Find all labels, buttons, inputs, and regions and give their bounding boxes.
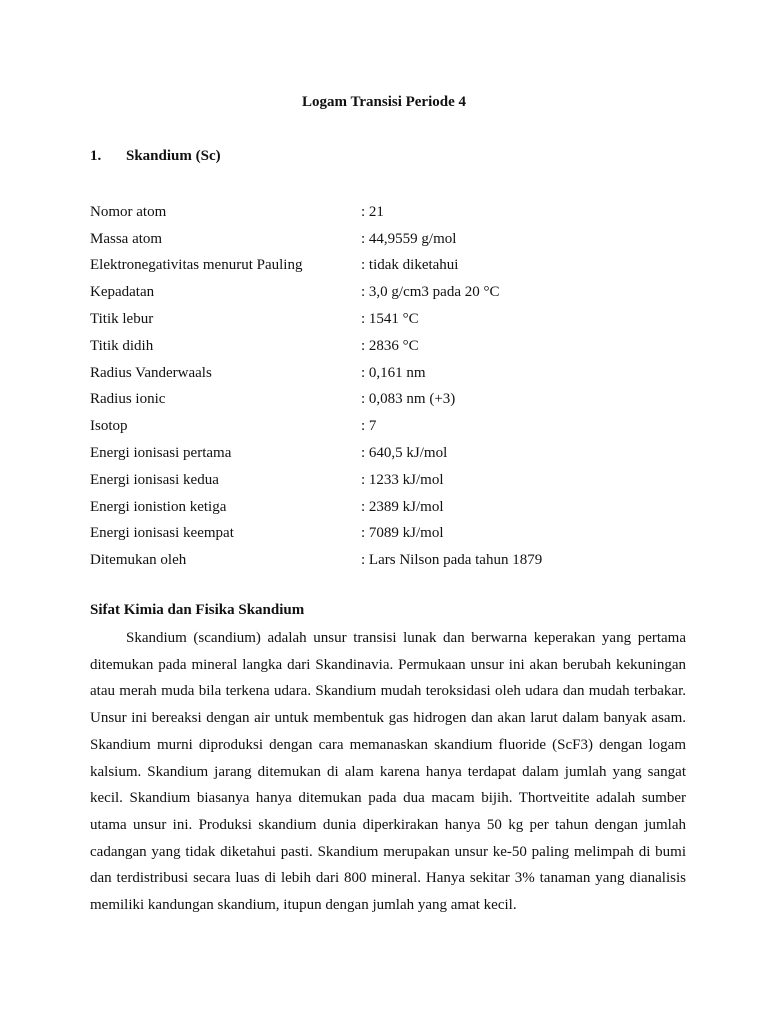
property-row — [90, 306, 690, 333]
property-label: Isotop — [90, 418, 128, 435]
property-value: : 0,083 nm (+3) — [361, 391, 456, 408]
property-value: : 1541 °C — [361, 311, 419, 328]
property-value: : Lars Nilson pada tahun 1879 — [361, 552, 543, 569]
property-value: : 21 — [361, 203, 384, 220]
property-label: Radius ionic — [90, 391, 166, 408]
property-row — [90, 547, 690, 574]
property-value: : 7 — [361, 418, 377, 435]
property-value: : 2389 kJ/mol — [361, 498, 444, 515]
property-row — [90, 333, 690, 360]
section-title: Skandium (Sc) — [126, 148, 221, 164]
property-value: : 1233 kJ/mol — [361, 471, 444, 488]
property-row — [90, 199, 690, 226]
property-value: : tidak diketahui — [361, 257, 459, 274]
property-row — [90, 253, 690, 280]
property-value: : 3,0 g/cm3 pada 20 °C — [361, 284, 500, 301]
property-value: : 44,9559 g/mol — [361, 230, 457, 247]
property-row — [90, 387, 690, 414]
property-label: Energi ionisasi pertama — [90, 445, 232, 462]
property-row — [90, 521, 690, 548]
property-list — [90, 199, 690, 574]
property-row — [90, 494, 690, 521]
property-label: Energi ionistion ketiga — [90, 498, 227, 515]
property-value: : 2836 °C — [361, 337, 419, 354]
property-label: Kepadatan — [90, 284, 155, 301]
property-label: Nomor atom — [90, 203, 167, 220]
property-row — [90, 360, 690, 387]
property-row — [90, 413, 690, 440]
property-row — [90, 226, 690, 253]
subheading-properties: Sifat Kimia dan Fisika Skandium — [90, 602, 305, 618]
page-title: Logam Transisi Periode 4 — [301, 94, 467, 110]
property-label: Massa atom — [90, 230, 163, 247]
property-label: Energi ionisasi keempat — [90, 525, 234, 542]
property-label: Radius Vanderwaals — [90, 364, 212, 381]
property-row — [90, 440, 690, 467]
property-value: : 7089 kJ/mol — [361, 525, 444, 542]
section-number: 1. — [90, 148, 102, 164]
property-label: Titik lebur — [90, 311, 154, 328]
property-label: Titik didih — [90, 337, 154, 354]
section-heading — [90, 146, 221, 166]
body-paragraph: Skandium (scandium) adalah unsur transisi lunak dan berwarna keperakan yang pertama ditemukan pada mineral langka dari Skandinavia. Permukaan unsur ini akan berubah kekuningan atau merah muda bila terkena udara. Skandium mudah teroksidasi oleh udara dan mudah terbakar. Unsur ini bereaksi dengan air untuk membentuk gas hidrogen dan akan larut dalam banyak asam. Skandium murni diproduksi dengan cara memanaskan skandium fluoride (ScF3) dengan logam kalsium. Skandium jarang ditemukan di alam karena hanya terdapat dalam jumlah yang sangat kecil. Skandium biasanya hanya ditemukan pada dua macam bijih. Thortveitite adalah sumber utama unsur ini. Produksi skandium dunia diperkirakan hanya 50 kg per tahun dengan jumlah cadangan yang tidak diketahui pasti. Skandium merupakan unsur ke-50 paling melimpah di bumi dan terdistribusi secara luas di lebih dari 800 mineral. Hanya sekitar 3% tanaman yang dianalisis memiliki kandungan skandium, itupun dengan jumlah yang amat kecil. — [90, 630, 686, 914]
property-row — [90, 279, 690, 306]
property-value: : 640,5 kJ/mol — [361, 445, 448, 462]
property-row — [90, 467, 690, 494]
property-value: : 0,161 nm — [361, 364, 426, 381]
property-label: Energi ionisasi kedua — [90, 471, 219, 488]
property-label: Ditemukan oleh — [90, 552, 187, 569]
property-label: Elektronegativitas menurut Pauling — [90, 257, 303, 274]
